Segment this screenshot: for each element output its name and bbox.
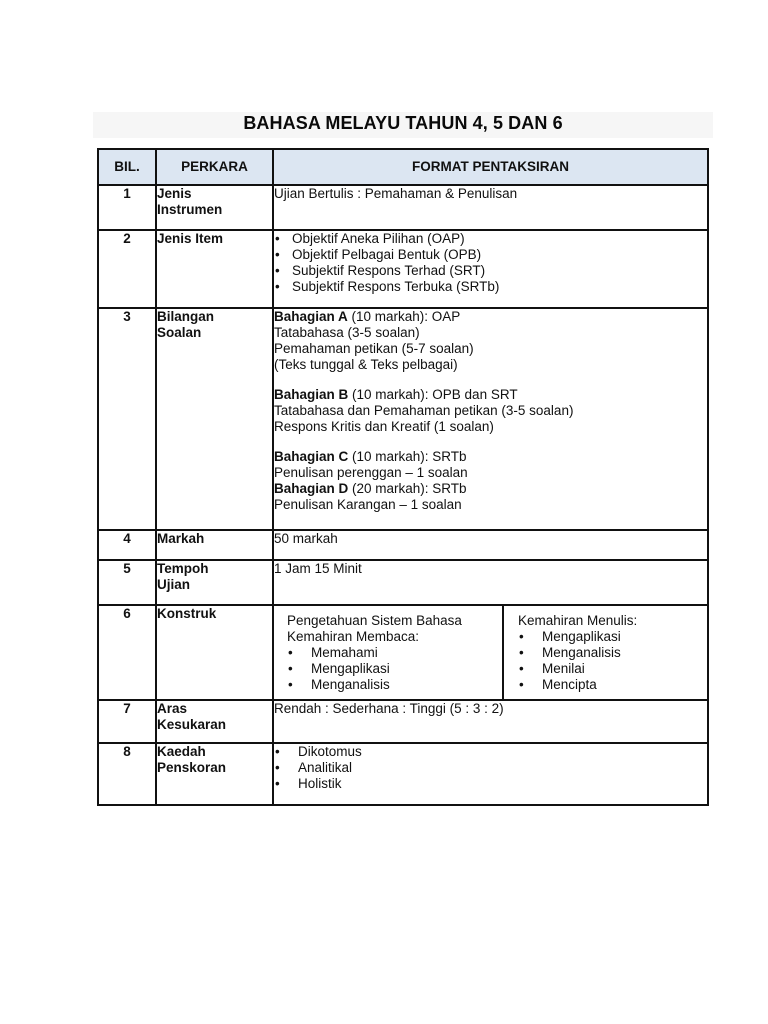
row-perkara [156, 743, 273, 805]
row-number: 5 [98, 560, 156, 605]
row-format: Rendah : Sederhana : Tinggi (5 : 3 : 2) [273, 700, 708, 743]
list-item: • Dikotomus [274, 744, 707, 760]
perkara-line: Soalan [157, 325, 202, 340]
row-number: 1 [98, 185, 156, 230]
construct-right [504, 606, 707, 699]
row-perkara [156, 308, 273, 530]
row-perkara [156, 530, 273, 560]
perkara-line: Aras [157, 701, 188, 716]
section-detail: (10 markah): OAP [347, 309, 461, 324]
table-row [98, 605, 708, 700]
section-a [274, 309, 707, 373]
section-heading [274, 309, 707, 325]
perkara-line: Kaedah [157, 744, 206, 759]
list-item: • Objektif Aneka Pilihan (OAP) [274, 231, 707, 247]
table-row [98, 743, 708, 805]
list-item: • Subjektif Respons Terhad (SRT) [274, 263, 707, 279]
table-row [98, 185, 708, 230]
list-item: • Menganalisis [287, 677, 494, 693]
section-heading [274, 387, 707, 403]
table-row [98, 530, 708, 560]
section-detail: (10 markah): SRTb [348, 449, 467, 464]
list-item: • Mengaplikasi [287, 661, 494, 677]
perkara-line: Jenis [157, 186, 192, 201]
perkara-line: Penskoran [157, 760, 227, 775]
section-line: Penulisan Karangan – 1 soalan [274, 497, 462, 512]
document-title: BAHASA MELAYU TAHUN 4, 5 DAN 6 [243, 113, 563, 133]
list-item: • Memahami [287, 645, 494, 661]
row-number: 8 [98, 743, 156, 805]
perkara-line: Bilangan [157, 309, 215, 324]
construct-left [274, 606, 504, 699]
construct-line: Kemahiran Membaca: [287, 629, 420, 644]
format-table [97, 148, 709, 806]
section-line: (Teks tunggal & Teks pelbagai) [274, 357, 458, 372]
table-row [98, 700, 708, 743]
row-number: 7 [98, 700, 156, 743]
list-item: • Objektif Pelbagai Bentuk (OPB) [274, 247, 707, 263]
row-perkara [156, 560, 273, 605]
section-d [274, 481, 707, 513]
list-item: • Menganalisis [518, 645, 699, 661]
row-format: Ujian Bertulis : Pemahaman & Penulisan [273, 185, 708, 230]
row-number: 6 [98, 605, 156, 700]
section-b [274, 387, 707, 435]
perkara-line: Tempoh [157, 561, 209, 576]
construct-left-list [287, 645, 494, 693]
section-detail: (20 markah): SRTb [348, 481, 467, 496]
row-number: 4 [98, 530, 156, 560]
section-line: Tatabahasa (3-5 soalan) [274, 325, 420, 340]
perkara-line: Konstruk [157, 606, 217, 621]
section-heading [274, 481, 707, 497]
row-format [273, 230, 708, 308]
section-label: Bahagian C [274, 449, 349, 464]
table-row [98, 230, 708, 308]
section-line: Respons Kritis dan Kreatif (1 soalan) [274, 419, 494, 434]
perkara-line: Instrumen [157, 202, 223, 217]
construct-line: Kemahiran Menulis: [518, 613, 638, 628]
row-format: 50 markah [273, 530, 708, 560]
perkara-line: Kesukaran [157, 717, 227, 732]
perkara-line: Jenis Item [157, 231, 224, 246]
row-perkara [156, 185, 273, 230]
row-number: 2 [98, 230, 156, 308]
perkara-line: Ujian [157, 577, 191, 592]
section-line: Pemahaman petikan (5-7 soalan) [274, 341, 474, 356]
table-row [98, 560, 708, 605]
section-c [274, 449, 707, 481]
perkara-line: Markah [157, 531, 205, 546]
scoring-list [274, 744, 707, 792]
row-perkara [156, 700, 273, 743]
list-item: • Holistik [274, 776, 707, 792]
list-item: • Mengaplikasi [518, 629, 699, 645]
section-line: Penulisan perenggan – 1 soalan [274, 465, 468, 480]
section-label: Bahagian B [274, 387, 349, 402]
list-item: • Mencipta [518, 677, 699, 693]
row-perkara [156, 230, 273, 308]
row-number: 3 [98, 308, 156, 530]
construct-right-list [518, 629, 699, 693]
header-perkara: PERKARA [156, 149, 273, 185]
row-format [273, 308, 708, 530]
header-format: FORMAT PENTAKSIRAN [273, 149, 708, 185]
list-item: • Subjektif Respons Terbuka (SRTb) [274, 279, 707, 295]
row-format [273, 743, 708, 805]
item-type-list [274, 231, 707, 295]
section-line: Tatabahasa dan Pemahaman petikan (3-5 soalan) [274, 403, 574, 418]
section-detail: (10 markah): OPB dan SRT [348, 387, 518, 402]
table-row [98, 308, 708, 530]
section-label: Bahagian A [274, 309, 348, 324]
header-bil: BIL. [98, 149, 156, 185]
row-perkara [156, 605, 273, 700]
section-heading [274, 449, 707, 465]
section-label: Bahagian D [274, 481, 349, 496]
table-header-row [98, 149, 708, 185]
construct-line: Pengetahuan Sistem Bahasa [287, 613, 462, 628]
row-format: 1 Jam 15 Minit [273, 560, 708, 605]
list-item: • Menilai [518, 661, 699, 677]
list-item: • Analitikal [274, 760, 707, 776]
row-format [273, 605, 708, 700]
